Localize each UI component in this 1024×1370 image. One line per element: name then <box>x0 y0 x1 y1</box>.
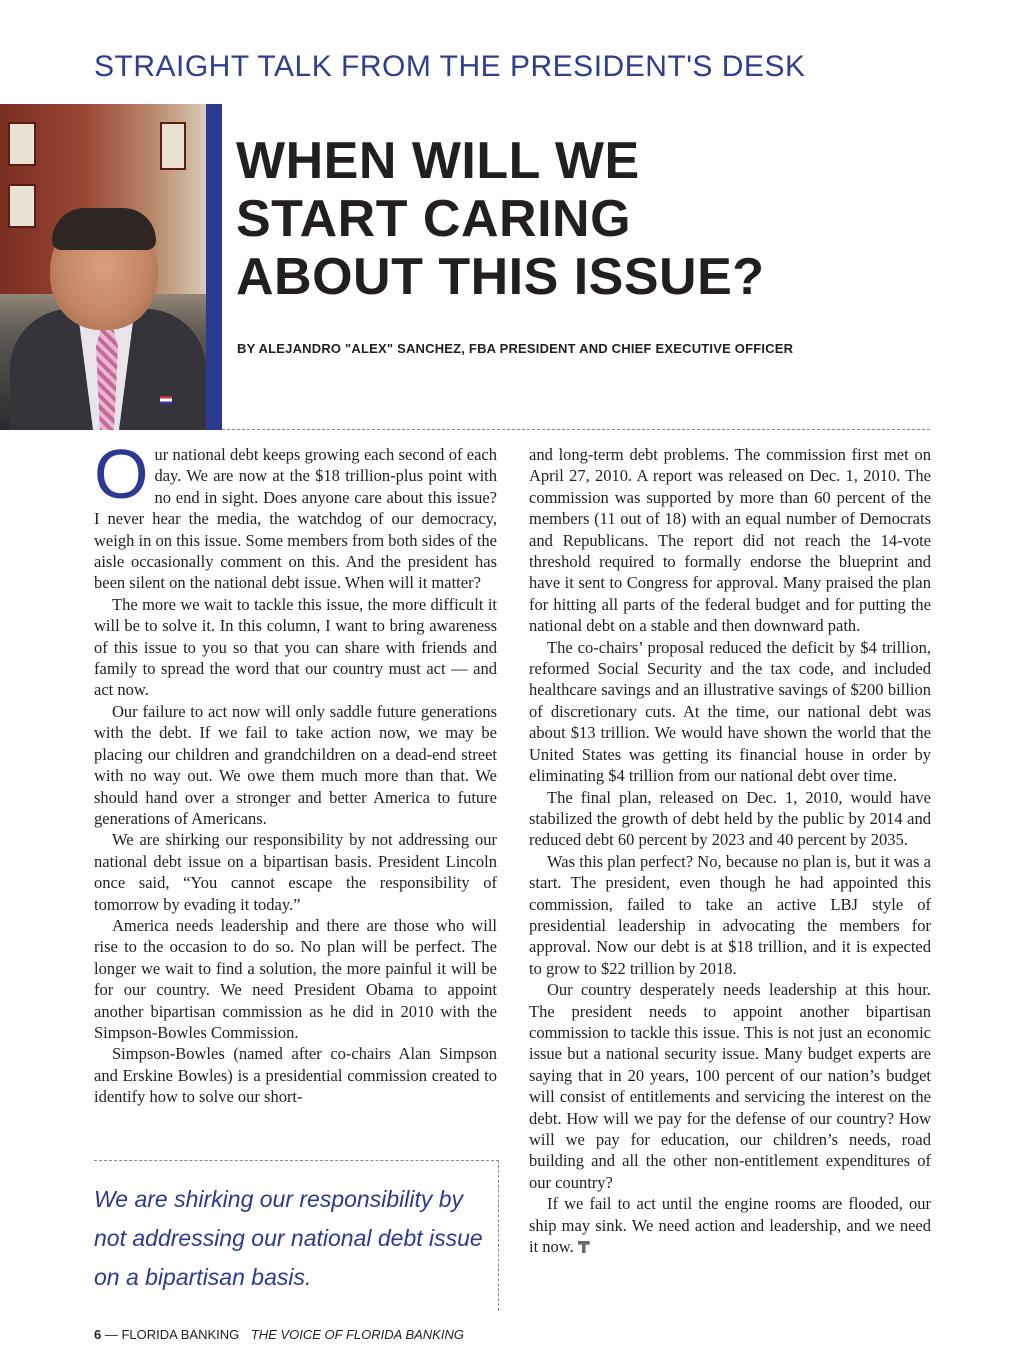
magazine-tagline: THE VOICE OF FLORIDA BANKING <box>250 1327 464 1342</box>
flag-pin-icon <box>160 396 172 404</box>
headline-line-2: START CARING <box>236 190 632 248</box>
article-paragraph: The co-chairs’ proposal reduced the deficit by $4 trillion, reformed Social Security and the tax code, and included healthcare savings and an illustrative savings of $200 billion of discretionary cuts. At the time, our national debt was about $13 trillion. We would have shown the world that the United States was getting its financial house in order by eliminating $4 trillion from our national debt over time. <box>529 637 931 786</box>
accent-bar <box>206 104 222 430</box>
page-number: 6 <box>94 1327 102 1342</box>
byline: BY ALEJANDRO "ALEX" SANCHEZ, FBA PRESIDENT AND CHIEF EXECUTIVE OFFICER <box>237 341 794 356</box>
end-of-article-icon <box>578 1241 590 1253</box>
photo-hair <box>52 208 156 250</box>
article-paragraph: Our country desperately needs leadership at this hour. The president needs to appoint another bipartisan commission to tackle this issue. This is not just an economic issue but a national security issue. Many budget experts are saying that in 20 years, 100 percent of our nation’s budget will consist of entitlements and servicing the interest on the debt. How will we pay for the defense of our country? How will we pay for education, our children’s needs, road building and all the other non-entitlement expenditures of our country? <box>529 980 931 1192</box>
article-paragraph: The more we wait to tackle this issue, the more difficult it will be to solve it. In this column, I want to bring awareness of this issue to you so that you can share with friends and family to spread the word that our country must act — and act now. <box>94 594 497 700</box>
paragraph-text: ur national debt keeps growing each second of each day. We are now at the $18 trillion-plus point with no end in sight. Does anyone care about this issue? I never hear the media, the watchdog of our democracy, weigh in on this issue. Some members from both sides of the aisle occasionally comment on this. And the president has been silent on the national debt issue. When will it matter? <box>94 445 497 593</box>
photo-tie <box>96 330 118 430</box>
photo-window <box>8 184 36 228</box>
article-column-left <box>94 435 497 1108</box>
article-paragraph <box>529 1193 931 1257</box>
magazine-name: FLORIDA BANKING <box>121 1327 240 1342</box>
article-paragraph: America needs leadership and there are those who will rise to the occasion to do so. No plan will be perfect. The longer we wait to find a solution, the more painful it will be for our country. We need President Obama to appoint another bipartisan commission as he did in 2010 with the Simpson-Bowles Commission. <box>94 915 497 1042</box>
paragraph-text: If we fail to act until the engine rooms are flooded, our ship may sink. We need action and leadership, and we need it now. <box>529 1194 931 1257</box>
article-paragraph: Simpson-Bowles (named after co-chairs Alan Simpson and Erskine Bowles) is a presidential commission created to identify how to solve our short- <box>94 1044 497 1107</box>
photo-window <box>8 122 36 166</box>
page-footer <box>94 1327 464 1342</box>
section-header: STRAIGHT TALK FROM THE PRESIDENT'S DESK <box>94 50 806 83</box>
footer-separator: — <box>104 1327 118 1342</box>
photo-window <box>160 122 186 170</box>
article-column-right <box>529 444 931 1257</box>
article-paragraph: and long-term debt problems. The commission first met on April 27, 2010. A report was released on Dec. 1, 2010. The commission was supported by more than 60 percent of the members (11 out of 18) with an equal number of Democrats and Republicans. The report did not reach the 14-vote threshold required to formally endorse the blueprint and have it sent to Congress for approval. Many praised the plan for hitting all parts of the federal budget and for putting the national debt on a stable and then downward path. <box>529 445 931 636</box>
article-paragraph: Was this plan perfect? No, because no plan is, but it was a start. The president, even though he had appointed this commission, failed to take an active LBJ style of presidential leadership in advocating the members for approval. Now our debt is at $18 trillion, and it is expected to grow to $22 trillion by 2018. <box>529 851 931 978</box>
author-photo <box>0 104 206 430</box>
article-paragraph <box>94 435 497 594</box>
divider <box>222 429 930 430</box>
drop-cap: O <box>94 435 149 513</box>
article-paragraph: We are shirking our responsibility by not addressing our national debt issue on a bipartisan basis. President Lincoln once said, “You cannot escape the responsibility of tomorrow by evading it today.” <box>94 830 497 914</box>
article-headline <box>236 132 936 306</box>
headline-line-3: ABOUT THIS ISSUE? <box>236 248 765 306</box>
pull-quote: We are shirking our responsibility by not addressing our national debt issue on a bipartisan basis. <box>94 1186 483 1290</box>
article-paragraph: The final plan, released on Dec. 1, 2010, would have stabilized the growth of debt held by the public by 2014 and reduced debt 60 percent by 2023 and 40 percent by 2035. <box>529 787 931 850</box>
headline-line-1: WHEN WILL WE <box>236 132 640 190</box>
article-paragraph: Our failure to act now will only saddle future generations with the debt. If we fail to take action now, we may be placing our children and grandchildren on a dead-end street with no way out. We owe them much more than that. We should hand over a stronger and better America to future generations of Americans. <box>94 701 497 828</box>
